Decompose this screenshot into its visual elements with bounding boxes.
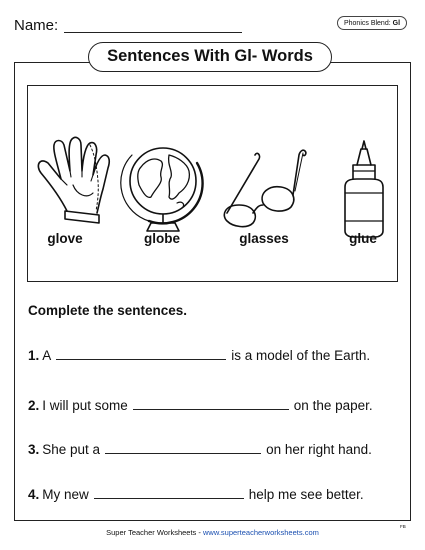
sentence-number: 3. [28, 442, 40, 457]
answer-blank-2[interactable] [133, 398, 289, 410]
glove-icon [38, 137, 109, 223]
footer-url-link[interactable]: www.superteacherworksheets.com [202, 528, 319, 537]
sentence-text-before: She put a [42, 442, 101, 457]
sentence-3 [28, 442, 372, 457]
sentence-1 [28, 348, 370, 363]
picture-word-glue: glue [349, 231, 377, 246]
answer-blank-1[interactable] [56, 348, 226, 360]
sentence-number: 1. [28, 348, 40, 363]
answer-blank-4[interactable] [94, 487, 244, 499]
sentence-number: 2. [28, 398, 40, 413]
instructions: Complete the sentences. [28, 303, 188, 318]
sentence-text-before: A [42, 348, 52, 363]
name-field-line[interactable] [64, 32, 242, 33]
phonics-blend-value: Gl [392, 20, 401, 27]
picture-word-globe: globe [144, 231, 180, 246]
sentence-number: 4. [28, 487, 40, 502]
phonics-blend-tag [337, 16, 407, 30]
sentence-text-before: I will put some [42, 398, 128, 413]
picture-word-glove: glove [47, 231, 83, 246]
sentence-text-before: My new [42, 487, 89, 502]
glasses-icon [224, 150, 306, 226]
picture-word-glasses: glasses [239, 231, 289, 246]
answer-blank-3[interactable] [105, 442, 261, 454]
sentence-text-after: on the paper. [293, 398, 373, 413]
glue-bottle-icon [345, 141, 383, 237]
picture-illustrations [27, 85, 398, 282]
globe-icon [121, 148, 203, 231]
sentence-text-after: help me see better. [248, 487, 364, 502]
page-title: Sentences With Gl- Words [88, 42, 332, 72]
sentence-2 [28, 398, 373, 413]
sentence-text-after: on her right hand. [266, 442, 372, 457]
phonics-blend-label: Phonics Blend: [343, 20, 391, 27]
sentence-text-after: is a model of the Earth. [231, 348, 371, 363]
footer-separator: - [198, 528, 201, 537]
sentence-4 [28, 487, 364, 502]
worksheet-code: FB [400, 524, 406, 529]
name-label: Name: [14, 17, 59, 34]
footer-site-name: Super Teacher Worksheets [106, 528, 197, 537]
footer [0, 528, 425, 537]
